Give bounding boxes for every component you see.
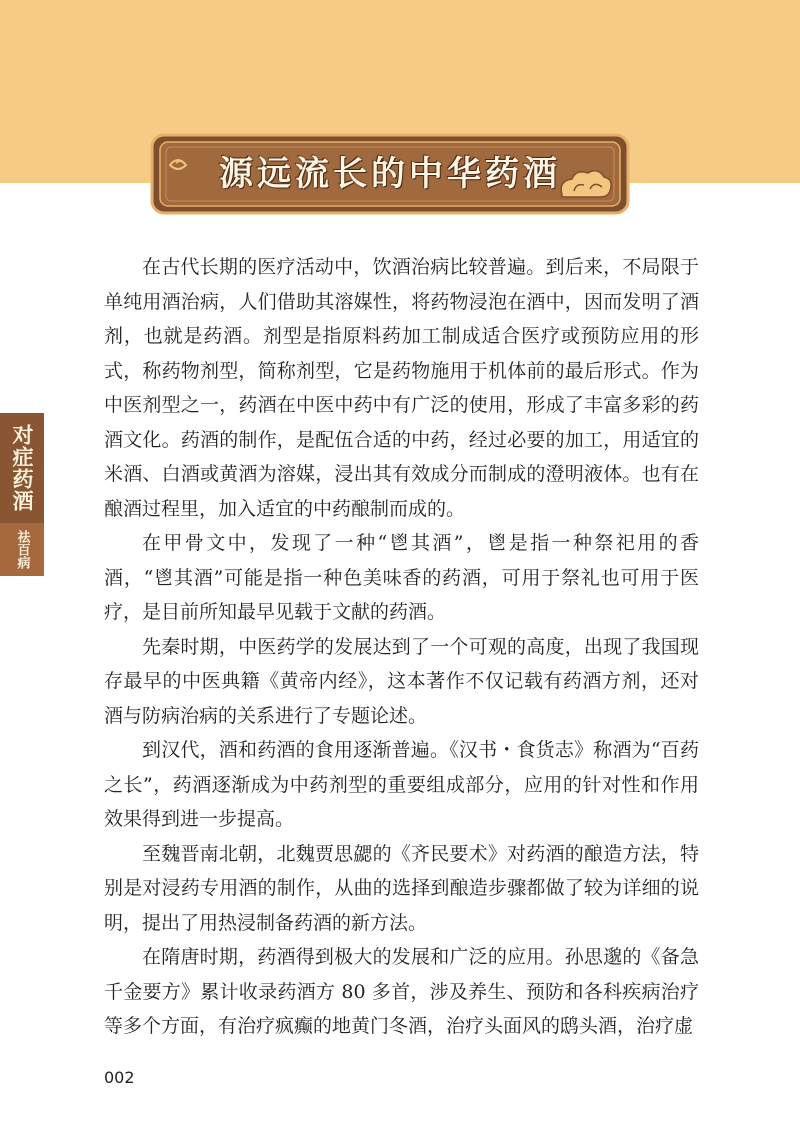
side-tab-sub-label: 祛百病: [0, 523, 44, 576]
paragraph-3: 先秦时期，中医药学的发展达到了一个可观的高度，出现了我国现存最早的中医典籍《黄帝内经》，这本著作不仅记载有药酒方剂，还对酒与防病治病的关系进行了专题论述。: [104, 635, 699, 727]
paragraph-5: 至魏晋南北朝，北魏贾思勰的《齐民要术》对药酒的酿造方法，特别是对浸药专用酒的制作，从曲的选择到酿造步骤都做了较为详细的说明，提出了用热浸制备药酒的新方法。: [104, 842, 699, 934]
paragraph-2: 在甲骨文中，发现了一种“鬯其酒”，鬯是指一种祭祀用的香酒，“鬯其酒”可能是指一种色美味香的药酒，可用于祭礼也可用于医疗，是目前所知最早见载于文献的药酒。: [104, 532, 699, 623]
side-tab: [0, 413, 44, 576]
chapter-title-banner: [150, 133, 630, 215]
chapter-title: 源远流长的中华药酒: [219, 154, 561, 194]
page-number: 002: [104, 1068, 135, 1087]
paragraph-1: 在古代长期的医疗活动中，饮酒治病比较普遍。到后来，不局限于单纯用酒治病，人们借助其溶媒性，将药物浸泡在酒中，因而发明了酒剂，也就是药酒。剂型是指原料药加工制成适合医疗或预防应用的形式，称药物剂型，简称剂型，它是药物施用于机体前的最后形式。作为中医剂型之一，药酒在中医中药中有广泛的使用，形成了丰富多彩的药酒文化。药酒的制作，是配伍合适的中药，经过必要的加工，用适宜的米酒、白酒或黄酒为溶媒，浸出其有效成分而制成的澄明液体。也有在酿酒过程里，加入适宜的中药酿制而成的。: [104, 256, 699, 520]
body-text: [104, 250, 699, 1044]
paragraph-4: 到汉代，酒和药酒的食用逐渐普遍。《汉书・食货志》称酒为“百药之长”，药酒逐渐成为中药剂型的重要组成部分，应用的针对性和作用效果得到进一步提高。: [104, 739, 699, 830]
paragraph-6: 在隋唐时期，药酒得到极大的发展和广泛的应用。孙思邈的《备急千金要方》累计收录药酒方 80 多首，涉及养生、预防和各科疾病治疗等多个方面，有治疗疯癫的地黄门冬酒，治疗头面风的鸱头酒，治疗虚: [104, 946, 699, 1037]
side-tab-main-label: 对症药酒: [0, 413, 44, 523]
